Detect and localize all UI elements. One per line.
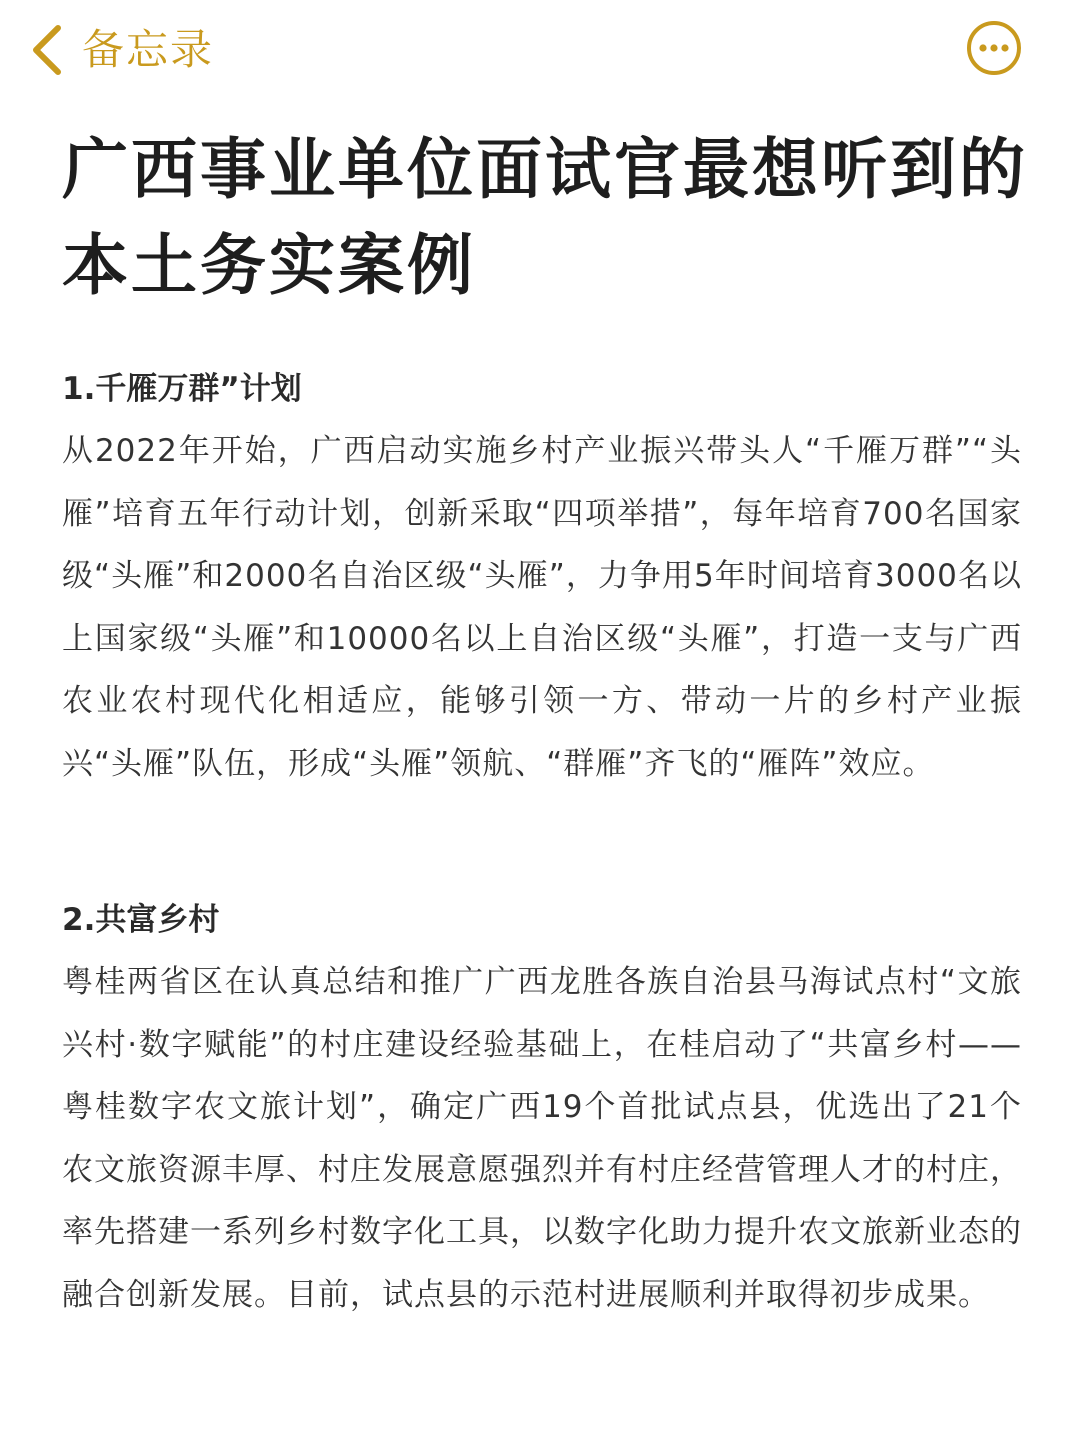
back-label: 备忘录 bbox=[82, 25, 215, 74]
top-nav-bar bbox=[0, 0, 1080, 100]
section-heading: 2.共富乡村 bbox=[62, 902, 220, 938]
section-body: 粤桂两省区在认真总结和推广广西龙胜各族自治县马海试点村“文旅兴村·数字赋能”的村庄建设经验基础上，在桂启动了“共富乡村——粤桂数字农文旅计划”，确定广西19个首批试点县，优选出了21个农文旅资源丰厚、村庄发展意愿强烈并有村庄经营管理人才的村庄，率先搭建一系列乡村数字化工具，以数字化助力提升农文旅新业态的融合创新发展。目前，试点县的示范村进展顺利并取得初步成果。 bbox=[62, 964, 1022, 1313]
more-horizontal-icon bbox=[966, 20, 1022, 76]
section-heading: 1.千雁万群”计划 bbox=[62, 371, 302, 407]
more-button[interactable] bbox=[966, 20, 1022, 76]
back-button[interactable] bbox=[30, 20, 214, 80]
section-body: 从2022年开始，广西启动实施乡村产业振兴带头人“千雁万群”“头雁”培育五年行动计划，创新采取“四项举措”，每年培育700名国家级“头雁”和2000名自治区级“头雁”，力争用5年时间培育3000名以上国家级“头雁”和10000名以上自治区级“头雁”，打造一支与广西农业农村现代化相适应，能够引领一方、带动一片的乡村产业振兴“头雁”队伍，形成“头雁”领航、“群雁”齐飞的“雁阵”效应。 bbox=[62, 433, 1022, 782]
paragraph-spacer bbox=[62, 795, 1022, 889]
note-content[interactable] bbox=[62, 358, 1022, 1326]
note-title: 广西事业单位面试官最想听到的本土务实案例 bbox=[62, 131, 1028, 304]
chevron-left-icon bbox=[30, 24, 64, 76]
